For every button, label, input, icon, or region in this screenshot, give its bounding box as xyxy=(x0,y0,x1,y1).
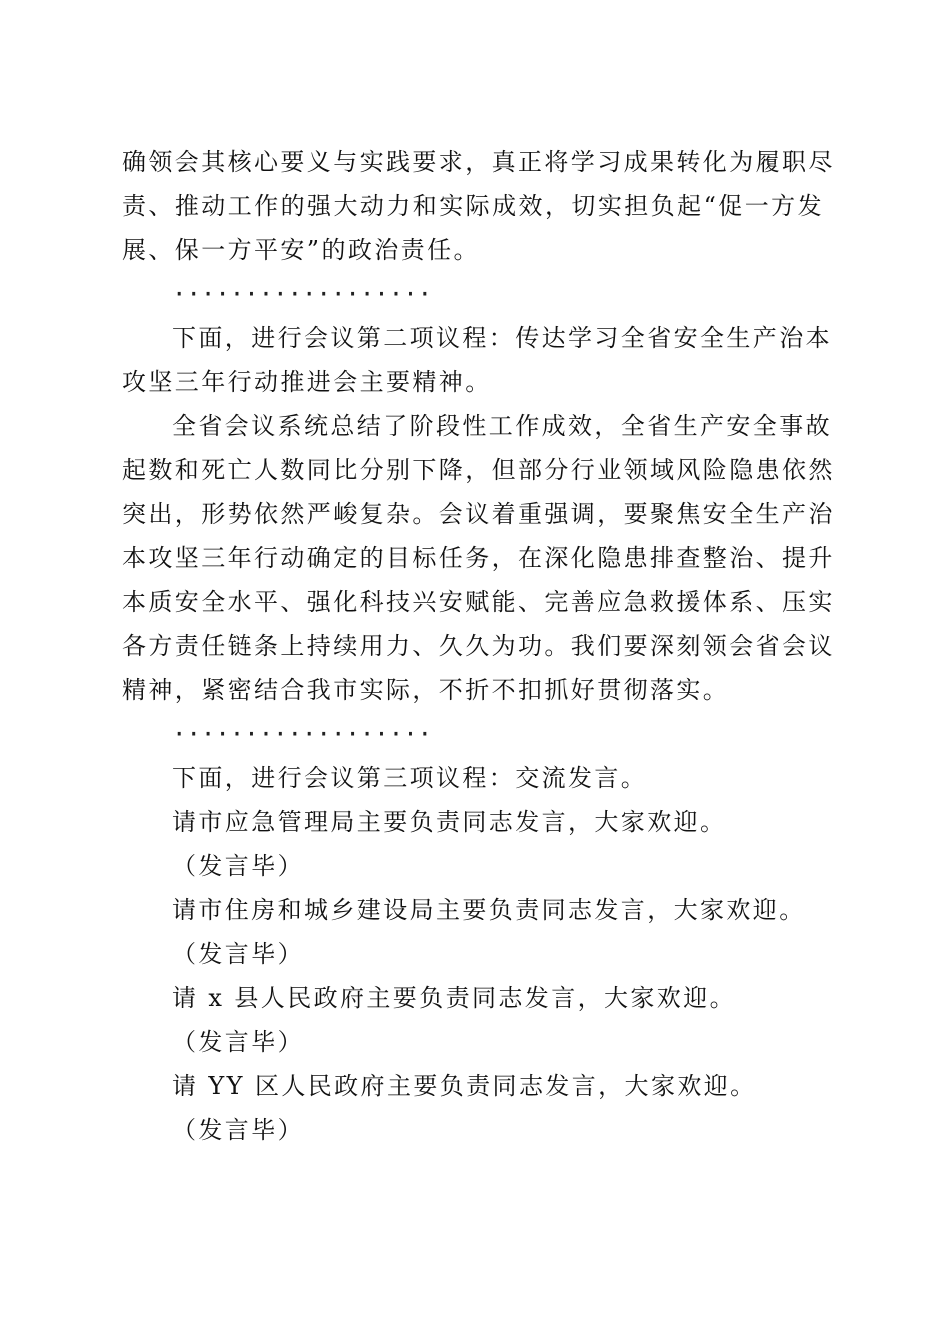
agenda-line: 下面，进行会议第三项议程：交流发言。 xyxy=(172,764,648,792)
speech-done: （发言毕） xyxy=(172,1028,304,1056)
paragraph-line: 精神，紧密结合我市实际，不折不扣抓好贯彻落实。 xyxy=(122,676,730,704)
paragraph-line: 全省会议系统总结了阶段性工作成效，全省生产安全事故 xyxy=(172,412,832,440)
agenda-line: 下面，进行会议第二项议程：传达学习全省安全生产治本 xyxy=(172,324,832,352)
paragraph-line: 展、保一方平安”的政治责任。 xyxy=(122,236,480,264)
paragraph-line: 本攻坚三年行动确定的目标任务，在深化隐患排查整治、提升 xyxy=(122,544,835,572)
document-body xyxy=(122,140,835,1152)
ellipsis-separator: ·················· xyxy=(172,280,433,308)
speech-invite: 请市住房和城乡建设局主要负责同志发言，大家欢迎。 xyxy=(172,896,806,924)
paragraph-line: 起数和死亡人数同比分别下降，但部分行业领域风险隐患依然 xyxy=(122,456,835,484)
speech-invite: 请市应急管理局主要负责同志发言，大家欢迎。 xyxy=(172,808,727,836)
paragraph-line: 本质安全水平、强化科技兴安赋能、完善应急救援体系、压实 xyxy=(122,588,835,616)
paragraph-line: 确领会其核心要义与实践要求，真正将学习成果转化为履职尽 xyxy=(122,148,835,176)
speech-invite: 请 YY 区人民政府主要负责同志发言，大家欢迎。 xyxy=(172,1072,757,1100)
agenda-line: 攻坚三年行动推进会主要精神。 xyxy=(122,368,492,396)
paragraph-line: 突出，形势依然严峻复杂。会议着重强调，要聚焦安全生产治 xyxy=(122,500,835,528)
paragraph-line: 责、推动工作的强大动力和实际成效，切实担负起“促一方发 xyxy=(122,192,824,220)
paragraph-line: 各方责任链条上持续用力、久久为功。我们要深刻领会省会议 xyxy=(122,632,835,660)
speech-done: （发言毕） xyxy=(172,1116,304,1144)
speech-done: （发言毕） xyxy=(172,852,304,880)
speech-done: （发言毕） xyxy=(172,940,304,968)
ellipsis-separator: ·················· xyxy=(172,720,433,748)
speech-invite: 请 x 县人民政府主要负责同志发言，大家欢迎。 xyxy=(172,984,736,1012)
